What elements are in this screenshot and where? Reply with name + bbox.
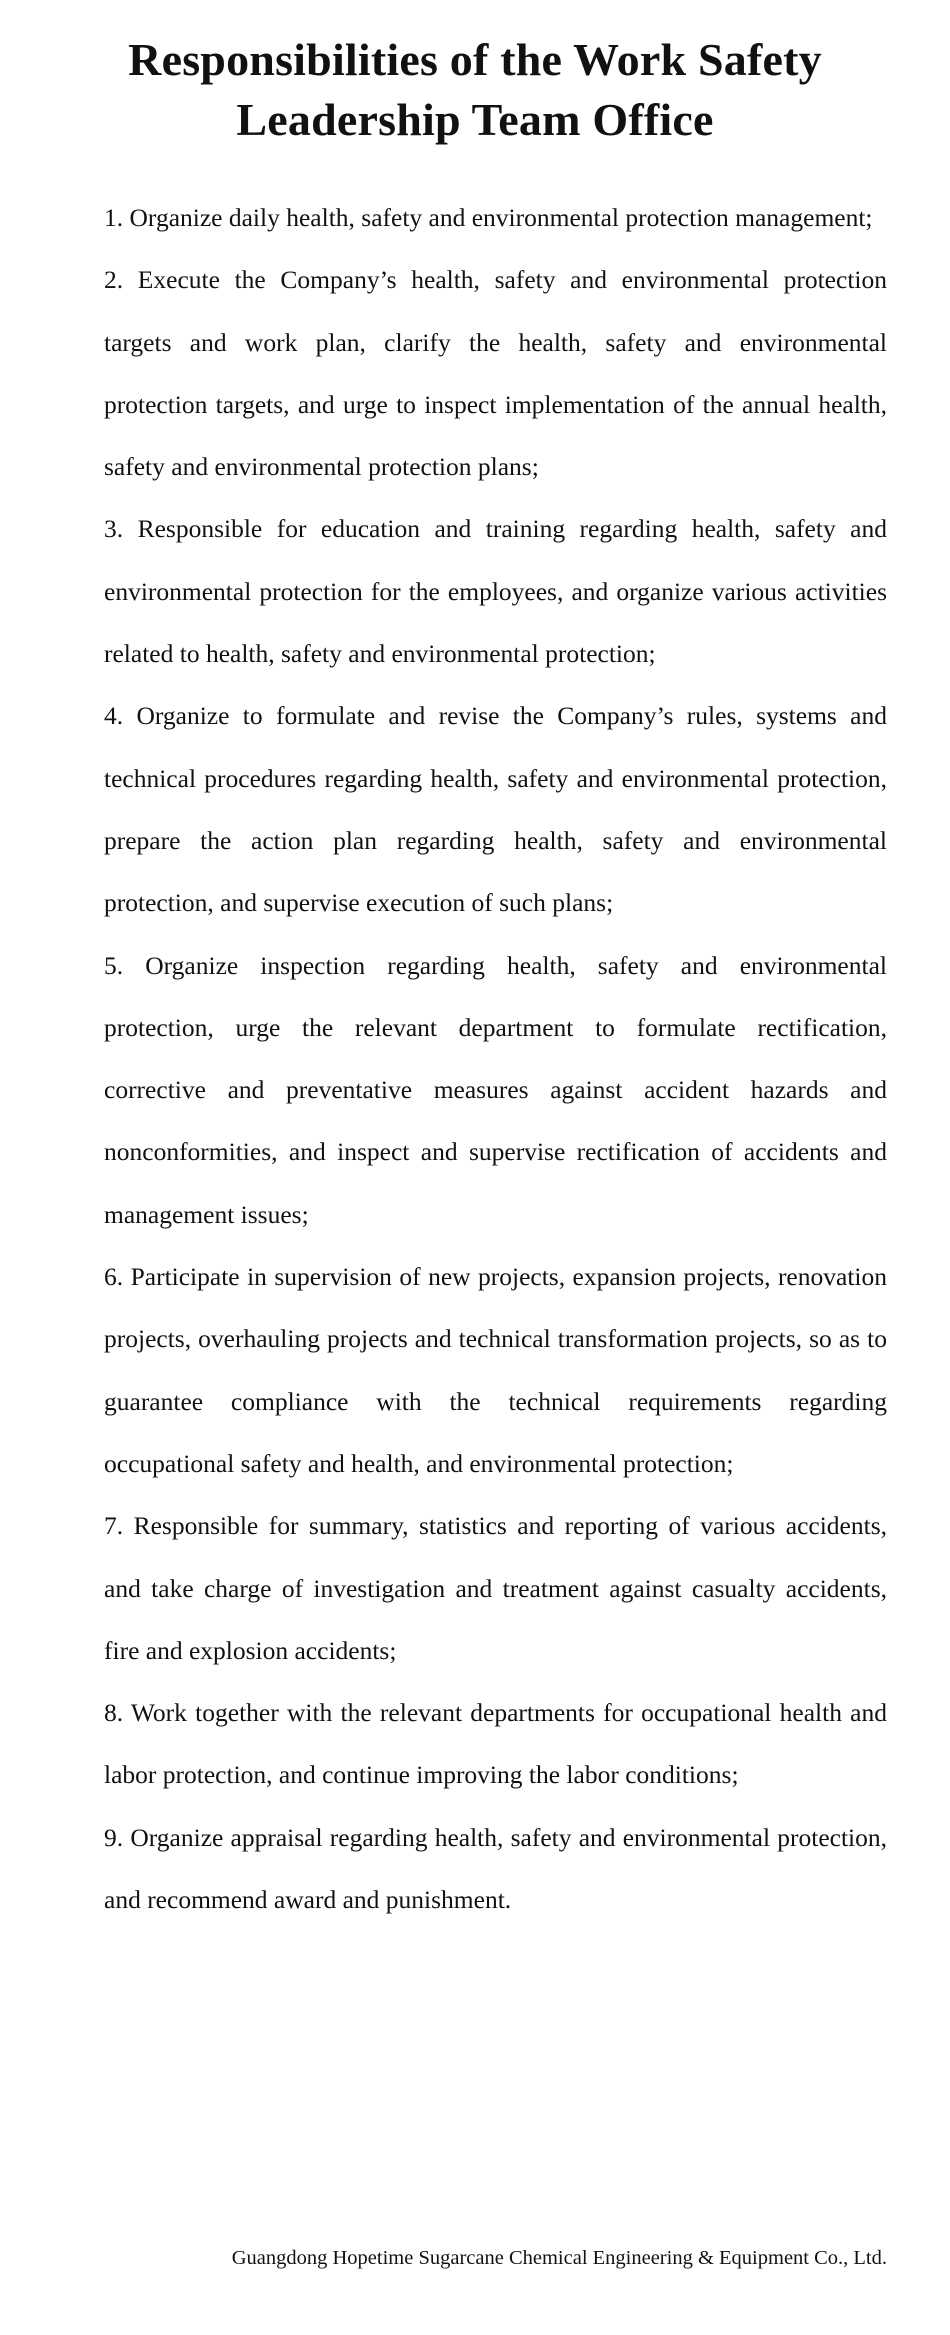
responsibility-item-2: 2. Execute the Company’s health, safety and environmental protection targets and work plan, clarify the health, safety and environmental protection targets, and urge to inspect implementation of the annual health, safety and environmental protection plans; bbox=[104, 265, 887, 482]
page-title-line-1: Responsibilities of the Work Safety bbox=[128, 34, 822, 85]
company-footer: Guangdong Hopetime Sugarcane Chemical Engineering & Equipment Co., Ltd. bbox=[231, 2247, 887, 2269]
page-title-line-2: Leadership Team Office bbox=[236, 94, 714, 145]
page-title bbox=[60, 30, 890, 150]
responsibility-item-5: 5. Organize inspection regarding health, safety and environmental protection, urge the relevant department to formulate rectification, corrective and preventative measures against accident hazards and nonconformities, and inspect and supervise rectification of accidents and management issues; bbox=[104, 950, 887, 1229]
responsibility-item-4: 4. Organize to formulate and revise the Company’s rules, systems and technical procedures regarding health, safety and environmental protection, prepare the action plan regarding health, safety and environmental protection, and supervise execution of such plans; bbox=[104, 701, 887, 918]
responsibility-item-6: 6. Participate in supervision of new projects, expansion projects, renovation projects, overhauling projects and technical transformation projects, so as to guarantee compliance with the technical requirements regarding occupational safety and health, and environmental protection; bbox=[104, 1262, 887, 1478]
responsibility-item-3: 3. Responsible for education and training regarding health, safety and environmental protection for the employees, and organize various activities related to health, safety and environmental protection; bbox=[104, 514, 887, 669]
responsibility-item-1: 1. Organize daily health, safety and environmental protection management; bbox=[104, 203, 873, 232]
responsibility-item-9: 9. Organize appraisal regarding health, safety and environmental protection, and recommend award and punishment. bbox=[104, 1822, 887, 1915]
responsibility-item-7: 7. Responsible for summary, statistics and reporting of various accidents, and take charge of investigation and treatment against casualty accidents, fire and explosion accidents; bbox=[104, 1511, 887, 1665]
responsibility-item-8: 8. Work together with the relevant departments for occupational health and labor protection, and continue improving the labor conditions; bbox=[104, 1698, 887, 1790]
responsibilities-list bbox=[104, 187, 887, 1931]
